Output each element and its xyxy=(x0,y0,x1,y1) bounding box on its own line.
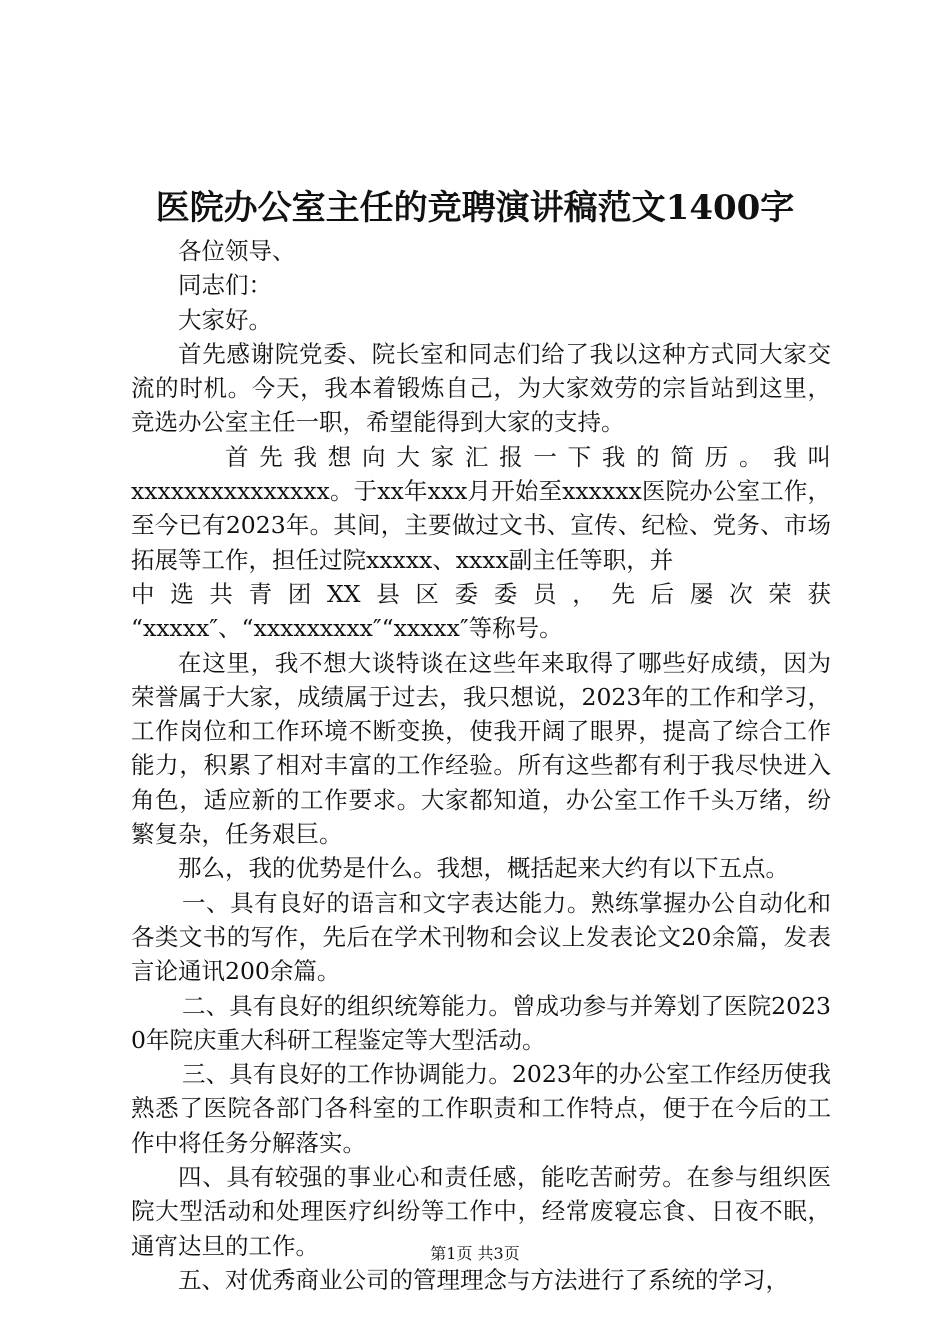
paragraph-resume-line-6: “xxxxx″、“xxxxxxxxx″“xxxxx″等称号。 xyxy=(131,614,563,643)
greeting-line: 大家好。 xyxy=(178,305,272,334)
paragraph-resume-first-line: 首先我想向大家汇报一下我的简历。我叫 xyxy=(225,442,831,471)
document-title: 医院办公室主任的竞聘演讲稿范文1400字 xyxy=(155,188,795,228)
point-item-5: 五、对优秀商业公司的管理理念与方法进行了系统的学习， xyxy=(178,1265,789,1294)
point-item-1: 一、具有良好的语言和文字表达能力。熟练掌握办公自动化和各类文书的写作，先后在学术刊物和会议上发表论文20余篇，发表言论通讯200余篇。 xyxy=(131,888,831,986)
salutation-line-2: 同志们： xyxy=(178,271,272,300)
paragraph-resume-line-5: 中选共青团XX县区委委员，先后屡次荣获 xyxy=(131,579,831,608)
paragraph-achievements: 在这里，我不想大谈特谈在这些年来取得了哪些好成绩，因为荣誉属于大家，成绩属于过去，我只想说，2023年的工作和学习，工作岗位和工作环境不断变换，使我开阔了眼界，提高了综合工作能力，积累了相对丰富的工作经验。所有这些都有利于我尽快进入角色，适应新的工作要求。大家都知道，办公室工作千头万绪，纷繁复杂，任务艰巨。 xyxy=(131,648,831,849)
point-item-3: 三、具有良好的工作协调能力。2023年的办公室工作经历使我熟悉了医院各部门各科室的工作职责和工作特点，便于在今后的工作中将任务分解落实。 xyxy=(131,1060,831,1157)
paragraph-intro: 首先感谢院党委、院长室和同志们给了我以这种方式同大家交流的时机。今天，我本着锻炼自己，为大家效劳的宗旨站到这里，竞选办公室主任一职，希望能得到大家的支持。 xyxy=(131,339,831,437)
point-item-2: 二、具有良好的组织统筹能力。曾成功参与并筹划了医院20230年院庆重大科研工程鉴定等大型活动。 xyxy=(131,991,831,1054)
salutation-line-1: 各位领导、 xyxy=(178,237,296,265)
page-footer: 第1页 共3页 xyxy=(430,1244,520,1263)
paragraph-resume-body: xxxxxxxxxxxxxxx。于xx年xxx月开始至xxxxxx医院办公室工作，至今已有2023年。其间，主要做过文书、宣传、纪检、党务、市场拓展等工作，担任过院xxxxx、xxxx副主任等职，并 xyxy=(131,477,831,574)
point-item-4: 四、具有较强的事业心和责任感，能吃苦耐劳。在参与组织医院大型活动和处理医疗纠纷等工作中，经常废寝忘食、日夜不眠，通宵达旦的工作。 xyxy=(131,1163,831,1260)
paragraph-advantages-intro: 那么，我的优势是什么。我想，概括起来大约有以下五点。 xyxy=(178,854,789,883)
document-body xyxy=(131,234,831,1297)
